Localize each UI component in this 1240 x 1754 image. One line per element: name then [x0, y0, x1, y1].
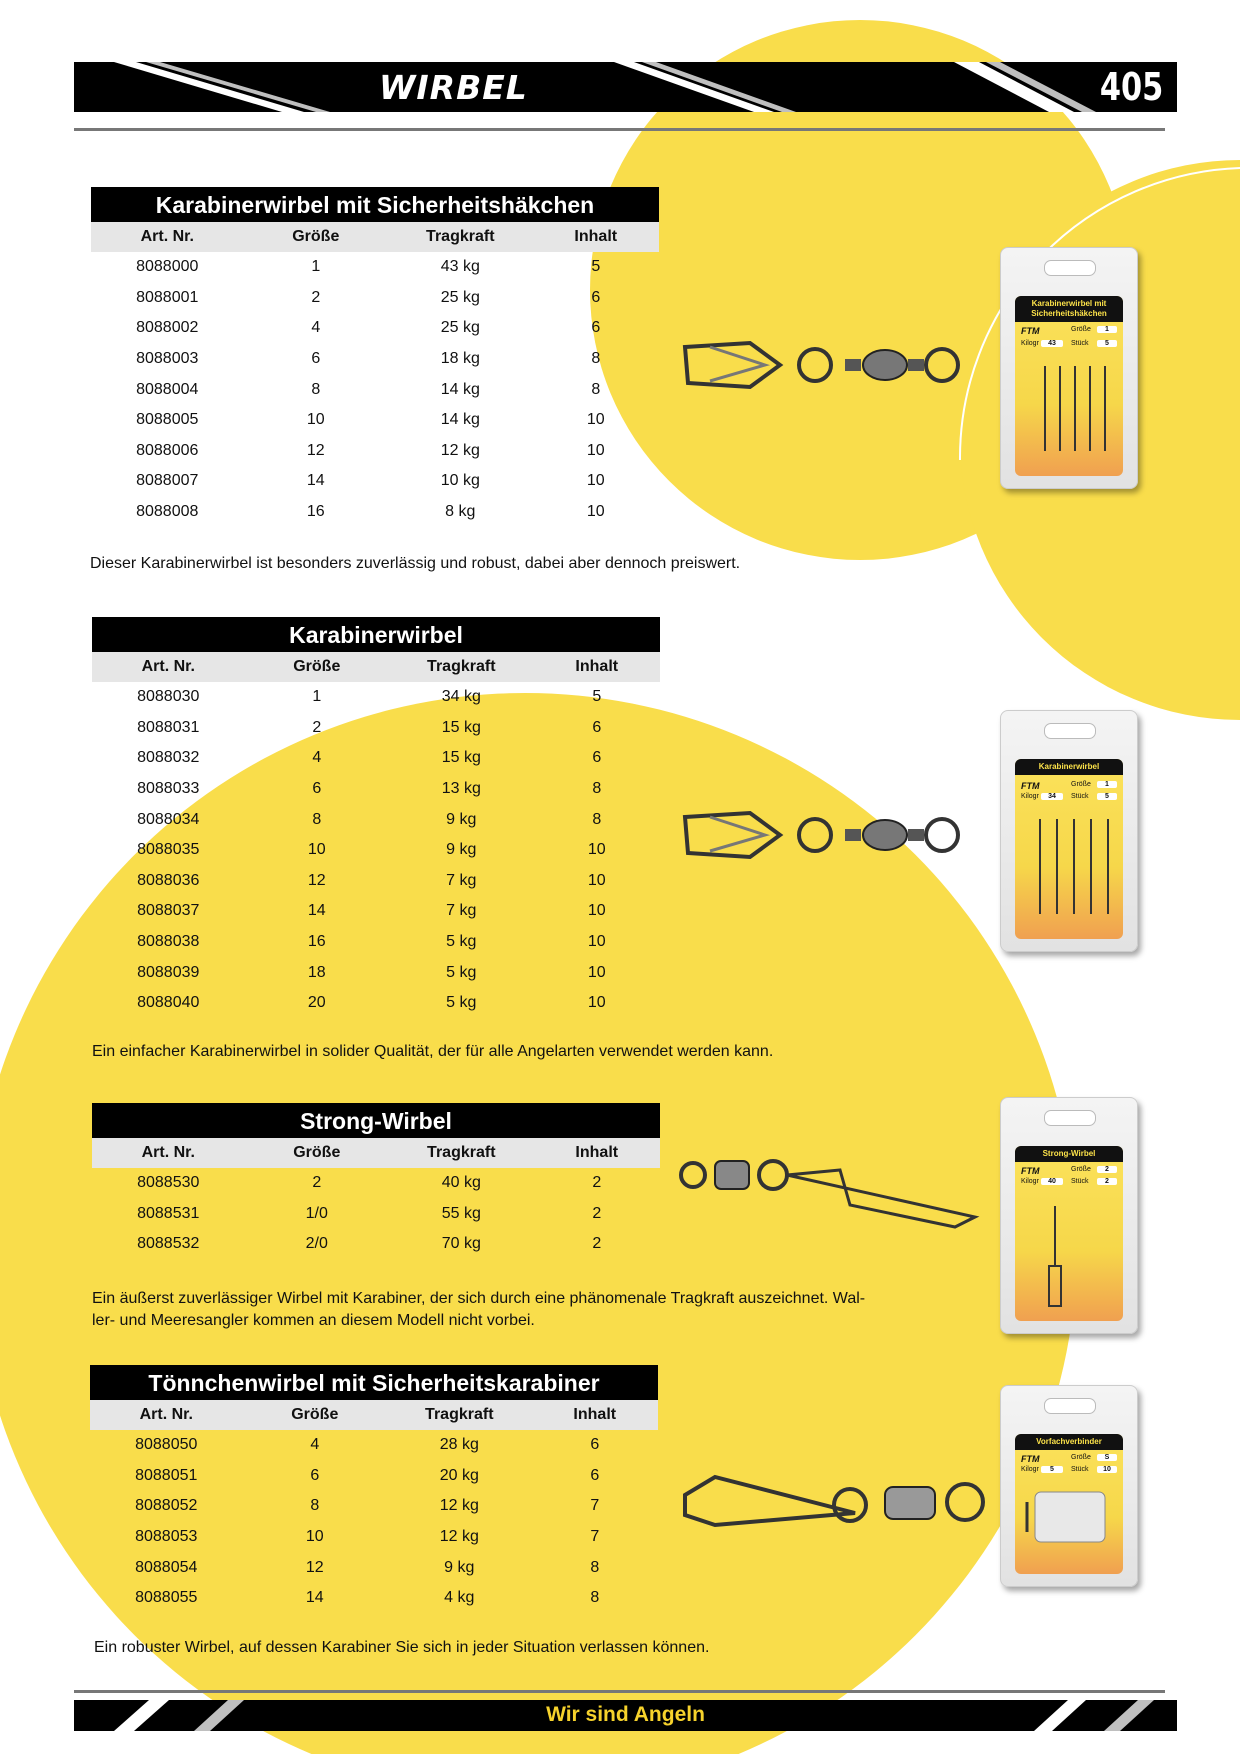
table-row: [91, 252, 659, 283]
table-row: [90, 1552, 658, 1583]
groesse-label: Größe: [1071, 326, 1091, 333]
col-groesse: Größe: [245, 652, 390, 682]
cell-groesse: 14: [305, 1589, 324, 1607]
kilogr-label: Kilogr: [1021, 340, 1039, 347]
cell-art-nr: 8088002: [136, 319, 199, 337]
cell-art-nr: 8088053: [135, 1528, 198, 1546]
kilogr-value: 34: [1041, 793, 1063, 800]
cell-art-nr: 8088054: [135, 1558, 198, 1576]
cell-tragkraft: 70 kg: [441, 1235, 481, 1253]
cell-tragkraft: 34 kg: [441, 688, 481, 706]
cell-groesse: 1: [311, 258, 321, 276]
brand-logo: FTM: [1021, 326, 1040, 336]
cell-inhalt: 10: [587, 841, 606, 859]
hang-hole: [1044, 260, 1096, 276]
col-art-nr: Art. Nr.: [92, 1138, 245, 1168]
col-inhalt: Inhalt: [534, 1138, 660, 1168]
cell-groesse: 1/0: [305, 1204, 328, 1222]
cell-inhalt: 10: [587, 871, 606, 889]
section-title: Tönnchenwirbel mit Sicherheitskarabiner: [90, 1365, 658, 1400]
kilogr-value: 40: [1041, 1178, 1063, 1185]
cell-inhalt: 8: [591, 350, 601, 368]
table-row: [92, 682, 660, 713]
cell-inhalt: 2: [592, 1235, 602, 1253]
cell-inhalt: 2: [592, 1174, 602, 1192]
table-row: [90, 1522, 658, 1553]
col-tragkraft: Tragkraft: [389, 652, 534, 682]
package-contents: [1015, 356, 1123, 466]
cell-tragkraft: 15 kg: [441, 749, 481, 767]
package-image: [1000, 1385, 1138, 1587]
cell-groesse: 8: [312, 810, 322, 828]
table-row: [92, 1168, 660, 1199]
cell-groesse: 1: [312, 688, 322, 706]
footer-rule: [74, 1690, 1165, 1693]
table-row: [92, 1199, 660, 1230]
cell-art-nr: 8088030: [137, 688, 200, 706]
col-groesse: Größe: [244, 222, 389, 252]
brand-logo: FTM: [1021, 1454, 1040, 1464]
cell-groesse: 6: [312, 780, 322, 798]
spec-table: [90, 1400, 658, 1614]
cell-groesse: 16: [307, 933, 326, 951]
cell-inhalt: 10: [587, 963, 606, 981]
cell-inhalt: 2: [592, 1204, 602, 1222]
cell-art-nr: 8088005: [136, 411, 199, 429]
cell-tragkraft: 18 kg: [440, 350, 480, 368]
table-row: [90, 1430, 658, 1461]
cell-inhalt: 6: [590, 1436, 600, 1454]
groesse-value: 1: [1097, 781, 1117, 788]
cell-inhalt: 10: [587, 933, 606, 951]
table-row: [91, 497, 659, 528]
cell-art-nr: 8088033: [137, 780, 200, 798]
hang-hole: [1044, 1110, 1096, 1126]
cell-tragkraft: 25 kg: [440, 319, 480, 337]
package-image: [1000, 247, 1138, 489]
package-contents: [1015, 809, 1123, 929]
cell-groesse: 12: [307, 871, 326, 889]
cell-art-nr: 8088032: [137, 749, 200, 767]
cell-groesse: 10: [305, 1528, 324, 1546]
section-description: [92, 1288, 932, 1332]
col-art-nr: Art. Nr.: [92, 652, 245, 682]
cell-inhalt: 6: [592, 749, 602, 767]
cell-tragkraft: 12 kg: [440, 441, 480, 459]
groesse-value: 2: [1097, 1166, 1117, 1173]
kilogr-label: Kilogr: [1021, 793, 1039, 800]
page-number: 405: [1099, 65, 1163, 109]
cell-art-nr: 8088035: [137, 841, 200, 859]
cell-tragkraft: 5 kg: [446, 963, 477, 981]
section-title: Strong-Wirbel: [92, 1103, 660, 1138]
cell-tragkraft: 9 kg: [444, 1558, 475, 1576]
col-tragkraft: Tragkraft: [387, 1400, 532, 1430]
table-row: [91, 374, 659, 405]
footer-slogan: Wir sind Angeln: [546, 1703, 705, 1726]
cell-groesse: 2: [311, 288, 321, 306]
table-row: [90, 1491, 658, 1522]
table-row: [92, 866, 660, 897]
cell-groesse: 12: [306, 441, 325, 459]
spec-table: [92, 652, 660, 1019]
cell-inhalt: 6: [592, 718, 602, 736]
cell-tragkraft: 5 kg: [446, 933, 477, 951]
col-groesse: Größe: [243, 1400, 388, 1430]
product-table-section-1: [91, 187, 659, 527]
stueck-value: 10: [1097, 1466, 1117, 1473]
cell-art-nr: 8088004: [136, 380, 199, 398]
cell-art-nr: 8088040: [137, 994, 200, 1012]
cell-groesse: 16: [306, 503, 325, 521]
cell-groesse: 8: [310, 1497, 320, 1515]
header-title: WIRBEL: [379, 68, 528, 107]
cell-art-nr: 8088034: [137, 810, 200, 828]
stueck-label: Stück: [1071, 1466, 1089, 1473]
cell-art-nr: 8088031: [137, 718, 200, 736]
table-header-row: [92, 652, 660, 682]
table-row: [92, 835, 660, 866]
cell-tragkraft: 9 kg: [446, 810, 477, 828]
cell-art-nr: 8088006: [136, 441, 199, 459]
cell-tragkraft: 9 kg: [446, 841, 477, 859]
cell-groesse: 18: [307, 963, 326, 981]
cell-inhalt: 5: [592, 688, 602, 706]
cell-inhalt: 8: [592, 810, 602, 828]
cell-art-nr: 8088051: [135, 1466, 198, 1484]
cell-art-nr: 8088000: [136, 258, 199, 276]
cell-tragkraft: 25 kg: [440, 288, 480, 306]
cell-groesse: 2/0: [305, 1235, 328, 1253]
section-title: Karabinerwirbel mit Sicherheitshäkchen: [91, 187, 659, 222]
table-row: [92, 957, 660, 988]
cell-inhalt: 8: [590, 1589, 600, 1607]
cell-tragkraft: 43 kg: [440, 258, 480, 276]
table-row: [91, 466, 659, 497]
table-row: [91, 344, 659, 375]
cell-art-nr: 8088052: [135, 1497, 198, 1515]
description-line: ler- und Meeresangler kommen an diesem Modell nicht vorbei.: [92, 1312, 535, 1329]
snap-swivel-image: [680, 805, 970, 865]
cell-tragkraft: 12 kg: [439, 1497, 479, 1515]
kilogr-label: Kilogr: [1021, 1178, 1039, 1185]
stueck-value: 2: [1097, 1178, 1117, 1185]
cell-groesse: 4: [311, 319, 321, 337]
col-groesse: Größe: [245, 1138, 390, 1168]
table-row: [92, 804, 660, 835]
cell-tragkraft: 14 kg: [440, 380, 480, 398]
cell-inhalt: 10: [587, 902, 606, 920]
cell-tragkraft: 12 kg: [439, 1528, 479, 1546]
cell-groesse: 20: [307, 994, 326, 1012]
section-description: Dieser Karabinerwirbel ist besonders zuverlässig und robust, dabei aber dennoch preiswert.: [90, 555, 741, 572]
cell-art-nr: 8088038: [137, 933, 200, 951]
cell-inhalt: 6: [591, 288, 601, 306]
col-inhalt: Inhalt: [533, 222, 659, 252]
package-image: [1000, 710, 1138, 952]
cell-groesse: 14: [306, 472, 325, 490]
table-row: [91, 436, 659, 467]
cell-inhalt: 7: [590, 1528, 600, 1546]
col-art-nr: Art. Nr.: [91, 222, 244, 252]
cell-tragkraft: 8 kg: [445, 503, 476, 521]
cell-art-nr: 8088531: [137, 1204, 200, 1222]
table-row: [92, 713, 660, 744]
kilogr-label: Kilogr: [1021, 1466, 1039, 1473]
stueck-value: 5: [1097, 793, 1117, 800]
cell-inhalt: 8: [591, 380, 601, 398]
product-table-section-4: [90, 1365, 658, 1614]
cell-inhalt: 10: [586, 472, 605, 490]
package-label: Vorfachverbinder: [1015, 1434, 1123, 1450]
cell-art-nr: 8088036: [137, 871, 200, 889]
header-stripes: [74, 62, 1177, 112]
cell-inhalt: 8: [592, 780, 602, 798]
product-table-section-2: [92, 617, 660, 1019]
groesse-value: S: [1097, 1454, 1117, 1461]
cell-tragkraft: 28 kg: [439, 1436, 479, 1454]
product-table-section-3: [92, 1103, 660, 1260]
cell-tragkraft: 7 kg: [446, 902, 477, 920]
table-header-row: [90, 1400, 658, 1430]
cell-tragkraft: 5 kg: [446, 994, 477, 1012]
cell-art-nr: 8088003: [136, 350, 199, 368]
cell-tragkraft: 15 kg: [441, 718, 481, 736]
table-row: [92, 896, 660, 927]
cell-inhalt: 6: [591, 319, 601, 337]
stueck-label: Stück: [1071, 793, 1089, 800]
cell-tragkraft: 4 kg: [444, 1589, 475, 1607]
cell-groesse: 4: [310, 1436, 320, 1454]
cell-groesse: 2: [312, 1174, 322, 1192]
cell-tragkraft: 40 kg: [441, 1174, 481, 1192]
stueck-value: 5: [1097, 340, 1117, 347]
package-label: Karabinerwirbel mit Sicherheitshäkchen: [1015, 296, 1123, 322]
table-row: [92, 743, 660, 774]
cell-art-nr: 8088008: [136, 503, 199, 521]
cell-groesse: 2: [312, 718, 322, 736]
spec-table: [91, 222, 659, 527]
footer-banner: [74, 1700, 1177, 1731]
cell-art-nr: 8088050: [135, 1436, 198, 1454]
table-row: [92, 774, 660, 805]
groesse-label: Größe: [1071, 781, 1091, 788]
spec-table: [92, 1138, 660, 1260]
cell-groesse: 8: [311, 380, 321, 398]
cell-inhalt: 10: [586, 503, 605, 521]
cell-inhalt: 7: [590, 1497, 600, 1515]
hang-hole: [1044, 723, 1096, 739]
cell-tragkraft: 20 kg: [439, 1466, 479, 1484]
stueck-label: Stück: [1071, 340, 1089, 347]
cell-art-nr: 8088007: [136, 472, 199, 490]
groesse-label: Größe: [1071, 1454, 1091, 1461]
cell-groesse: 10: [307, 841, 326, 859]
cell-inhalt: 10: [586, 411, 605, 429]
section-title: Karabinerwirbel: [92, 617, 660, 652]
package-label: Strong-Wirbel: [1015, 1146, 1123, 1162]
table-header-row: [92, 1138, 660, 1168]
groesse-label: Größe: [1071, 1166, 1091, 1173]
package-contents: [1015, 1482, 1123, 1562]
package-label: Karabinerwirbel: [1015, 759, 1123, 775]
cell-art-nr: 8088532: [137, 1235, 200, 1253]
col-inhalt: Inhalt: [532, 1400, 658, 1430]
section-description: Ein einfacher Karabinerwirbel in solider Qualität, der für alle Angelarten verwendet werden kann.: [92, 1043, 774, 1060]
cell-inhalt: 10: [587, 994, 606, 1012]
barrel-swivel-image: [675, 1465, 995, 1535]
cell-groesse: 10: [306, 411, 325, 429]
cell-groesse: 4: [312, 749, 322, 767]
cell-tragkraft: 55 kg: [441, 1204, 481, 1222]
snap-swivel-image: [680, 335, 970, 395]
table-row: [90, 1461, 658, 1492]
table-row: [92, 988, 660, 1019]
cell-art-nr: 8088001: [136, 288, 199, 306]
cell-inhalt: 6: [590, 1466, 600, 1484]
groesse-value: 1: [1097, 326, 1117, 333]
table-row: [92, 1229, 660, 1260]
header-banner: [74, 62, 1177, 112]
cell-groesse: 12: [305, 1558, 324, 1576]
description-line: Ein äußerst zuverlässiger Wirbel mit Karabiner, der sich durch eine phänomenale Tragkraft auszeichnet. Wal-: [92, 1290, 866, 1307]
hang-hole: [1044, 1398, 1096, 1414]
col-tragkraft: Tragkraft: [388, 222, 533, 252]
cell-inhalt: 5: [591, 258, 601, 276]
cell-art-nr: 8088055: [135, 1589, 198, 1607]
cell-art-nr: 8088039: [137, 963, 200, 981]
cell-groesse: 6: [311, 350, 321, 368]
table-row: [92, 927, 660, 958]
cell-tragkraft: 13 kg: [441, 780, 481, 798]
brand-logo: FTM: [1021, 781, 1040, 791]
table-row: [91, 283, 659, 314]
kilogr-value: 5: [1041, 1466, 1063, 1473]
cell-art-nr: 8088037: [137, 902, 200, 920]
table-row: [91, 405, 659, 436]
cell-inhalt: 10: [586, 441, 605, 459]
table-header-row: [91, 222, 659, 252]
brand-logo: FTM: [1021, 1166, 1040, 1176]
col-inhalt: Inhalt: [534, 652, 660, 682]
col-tragkraft: Tragkraft: [389, 1138, 534, 1168]
cell-tragkraft: 10 kg: [440, 472, 480, 490]
kilogr-value: 43: [1041, 340, 1063, 347]
cell-groesse: 14: [307, 902, 326, 920]
table-row: [90, 1583, 658, 1614]
cell-tragkraft: 14 kg: [440, 411, 480, 429]
cell-inhalt: 8: [590, 1558, 600, 1576]
table-row: [91, 313, 659, 344]
cell-art-nr: 8088530: [137, 1174, 200, 1192]
package-contents: [1015, 1196, 1123, 1316]
package-image: [1000, 1097, 1138, 1334]
strong-swivel-image: [675, 1145, 985, 1230]
header-rule: [74, 128, 1165, 131]
cell-tragkraft: 7 kg: [446, 871, 477, 889]
col-art-nr: Art. Nr.: [90, 1400, 243, 1430]
stueck-label: Stück: [1071, 1178, 1089, 1185]
cell-groesse: 6: [310, 1466, 320, 1484]
section-description: Ein robuster Wirbel, auf dessen Karabiner Sie sich in jeder Situation verlassen können.: [94, 1639, 710, 1656]
